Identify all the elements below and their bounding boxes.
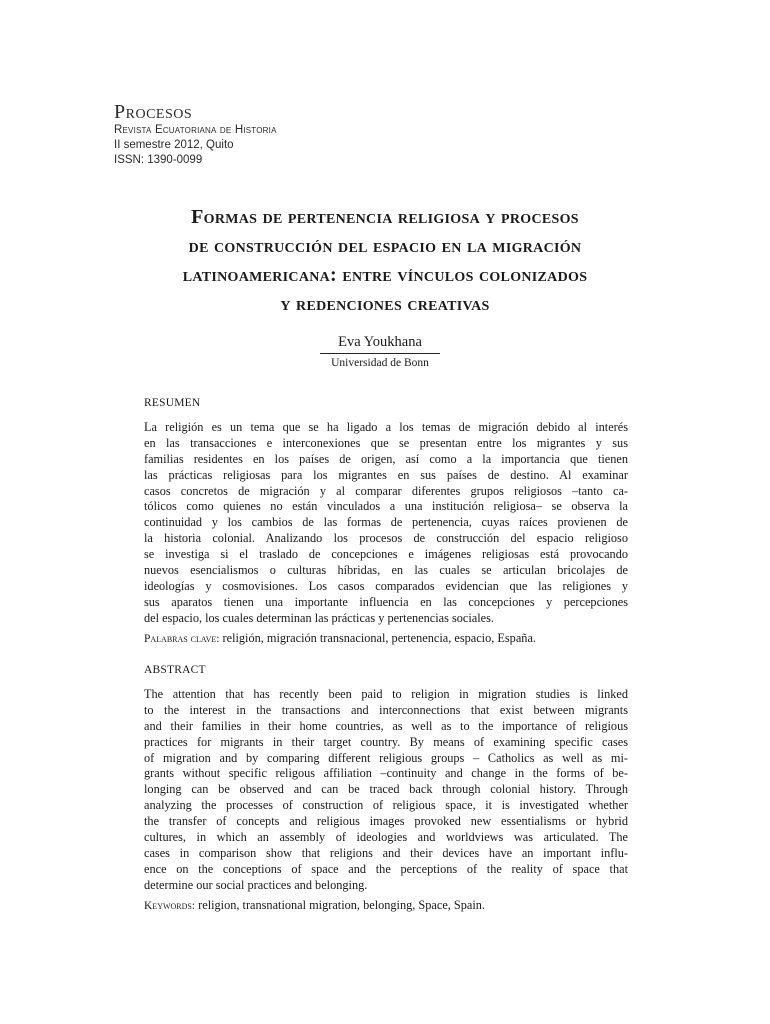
journal-header <box>114 101 374 168</box>
author-name: Eva Youkhana <box>320 333 440 354</box>
abstract-line: cases in comparison show that religions and their devices have an important influ- <box>144 845 628 860</box>
keywords-label: Keywords: <box>144 900 196 912</box>
abstract-paragraph <box>144 687 628 894</box>
abstract-line: longing can be observed and can be traced back through colonial history. Through <box>144 782 628 797</box>
journal-name: Procesos <box>114 101 193 123</box>
author-block <box>320 333 440 372</box>
resumen-line: se investiga si el traslado de concepciones e imágenes religiosas está provocando <box>144 547 628 562</box>
resumen-line: La religión es un tema que se ha ligado a los temas de migración debido al interés <box>144 420 628 434</box>
abstract-line: The attention that has recently been paid to religion in migration studies is linked <box>144 687 628 701</box>
author-affiliation: Universidad de Bonn <box>331 357 429 369</box>
abstract-line: determine our social practices and belonging. <box>144 877 368 892</box>
journal-issn: ISSN: 1390-0099 <box>114 154 203 166</box>
resumen-paragraph <box>144 420 628 627</box>
resumen-line: familias residentes en los países de origen, así como a la importancia que tienen <box>144 451 628 466</box>
abstract-line: to the interest in the transactions and interconnections that exist between migrants <box>144 702 628 717</box>
keywords-text: religion, transnational migration, belonging, Space, Spain. <box>195 898 486 912</box>
title-line: Formas de pertenencia religiosa y procesos <box>191 206 579 228</box>
resumen-line: en las transacciones e interconexiones que se presentan entre los migrantes y sus <box>144 435 628 450</box>
journal-issue: II semestre 2012, Quito <box>114 139 234 151</box>
abstract-keywords <box>144 898 628 915</box>
abstract-line: the transfer of concepts and religious images provoked new essentialisms or hybrid <box>144 814 628 829</box>
resumen-line: las prácticas religiosas para los migrantes en sus países de destino. Al examinar <box>144 467 628 482</box>
abstract-line: of migration and by comparing different religious groups – Catholics as well as mi- <box>144 750 628 765</box>
abstract-line: grants without specific religous affiliation –continuity and change in the forms of be- <box>144 766 628 781</box>
journal-subtitle: Revista Ecuatoriana de Historia <box>114 124 277 136</box>
resumen-line: ideologías y cosmovisiones. Los casos comparados evidencian que las religiones y <box>144 578 628 593</box>
keywords-label: Palabras clave: <box>144 633 220 645</box>
abstract-line: cultures, in which an assembly of ideologies and worldviews was articulated. The <box>144 830 628 845</box>
title-line: y redenciones creativas <box>280 293 490 315</box>
resumen-line: del espacio, los cuales determinan las prácticas y pertenencias sociales. <box>144 610 494 625</box>
abstract-line: and their families in their home countries, as well as to the importance of religious <box>144 718 628 733</box>
resumen-line: nuevos esencialismos o culturas híbridas, en las cuales se articulan bricolajes de <box>144 563 628 578</box>
abstract-line: ence on the conceptions of space and the perceptions of the reality of space that <box>144 861 628 876</box>
title-line: latinoamericana: entre vínculos colonizados <box>182 264 588 286</box>
title-line: de construcción del espacio en la migración <box>188 235 582 257</box>
resumen-line: la historia colonial. Analizando los procesos de construcción del espacio religioso <box>144 531 628 546</box>
abstract-heading: ABSTRACT <box>144 664 206 676</box>
resumen-line: casos concretos de migración y al comparar diferentes grupos religiosos –tanto ca- <box>144 483 628 498</box>
resumen-line: tólicos como quienes no están vinculados a una institución religiosa– se observa la <box>144 499 628 514</box>
resumen-line: continuidad y los cambios de las formas de pertenencia, cuyas raíces provienen de <box>144 515 628 530</box>
resumen-keywords <box>144 631 628 648</box>
resumen-line: sus aparatos tienen una importante influencia en las concepciones y percepciones <box>144 594 628 609</box>
abstract-line: analyzing the processes of construction of religious space, it is investigated whether <box>144 798 628 813</box>
abstract-line: practices for migrants in their target country. By means of examining specific cases <box>144 734 628 749</box>
resumen-heading: RESUMEN <box>144 397 201 409</box>
keywords-text: religión, migración transnacional, pertenencia, espacio, España. <box>219 631 536 645</box>
article-title <box>120 203 650 319</box>
